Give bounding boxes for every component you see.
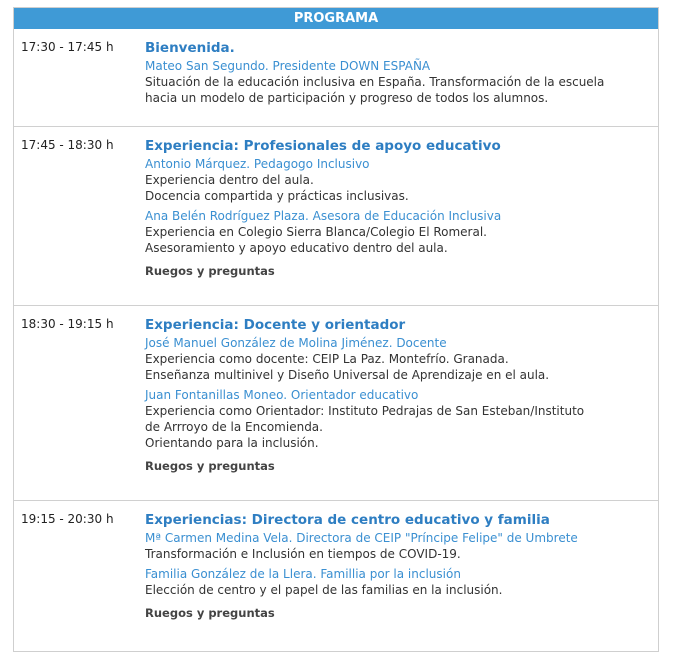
session-row bbox=[14, 500, 658, 652]
description-line: Orientando para la inclusión. bbox=[145, 436, 319, 450]
questions-label: Ruegos y preguntas bbox=[145, 606, 275, 620]
questions-label: Ruegos y preguntas bbox=[145, 264, 275, 278]
description-line: hacia un modelo de participación y progreso de todos los alumnos. bbox=[145, 91, 549, 105]
description-line: Experiencia como Orientador: Instituto Pedrajas de San Esteban/Instituto bbox=[145, 404, 585, 418]
description-line: Experiencia dentro del aula. bbox=[145, 173, 314, 187]
speaker-name: Juan Fontanillas Moneo. Orientador educativo bbox=[145, 388, 419, 402]
session-time: 17:30 - 17:45 h bbox=[21, 40, 114, 54]
description-line: Transformación e Inclusión en tiempos de COVID-19. bbox=[145, 547, 461, 561]
session-content bbox=[145, 512, 648, 621]
speaker-name: Mª Carmen Medina Vela. Directora de CEIP "Príncipe Felipe" de Umbrete bbox=[145, 531, 578, 545]
session-time: 18:30 - 19:15 h bbox=[21, 317, 114, 331]
session-title: Experiencia: Profesionales de apoyo educativo bbox=[145, 138, 501, 154]
session-row bbox=[14, 29, 658, 126]
session-title: Experiencia: Docente y orientador bbox=[145, 317, 406, 333]
description-line: Situación de la educación inclusiva en España. Transformación de la escuela bbox=[145, 75, 605, 89]
speaker-name: Antonio Márquez. Pedagogo Inclusivo bbox=[145, 157, 370, 171]
program-header: PROGRAMA bbox=[14, 8, 658, 29]
speaker-name: José Manuel González de Molina Jiménez. Docente bbox=[145, 336, 447, 350]
speaker-name: Ana Belén Rodríguez Plaza. Asesora de Educación Inclusiva bbox=[145, 209, 502, 223]
session-title: Bienvenida. bbox=[145, 40, 235, 56]
speaker-name: Familia González de la Llera. Famillia por la inclusión bbox=[145, 567, 461, 581]
description-line: Experiencia en Colegio Sierra Blanca/Colegio El Romeral. bbox=[145, 225, 487, 239]
questions-label: Ruegos y preguntas bbox=[145, 459, 275, 473]
description-line: Asesoramiento y apoyo educativo dentro del aula. bbox=[145, 241, 448, 255]
session-content bbox=[145, 138, 648, 279]
speaker-name: Mateo San Segundo. Presidente DOWN ESPAÑA bbox=[145, 59, 431, 73]
description-line: Docencia compartida y prácticas inclusivas. bbox=[145, 189, 409, 203]
session-row bbox=[14, 305, 658, 501]
session-time: 19:15 - 20:30 h bbox=[21, 512, 114, 526]
session-content bbox=[145, 317, 648, 474]
session-row bbox=[14, 126, 658, 306]
description-line: Experiencia como docente: CEIP La Paz. Montefrío. Granada. bbox=[145, 352, 509, 366]
session-title: Experiencias: Directora de centro educativo y familia bbox=[145, 512, 550, 528]
program-table bbox=[13, 7, 659, 652]
session-time: 17:45 - 18:30 h bbox=[21, 138, 114, 152]
description-line: Elección de centro y el papel de las familias en la inclusión. bbox=[145, 583, 503, 597]
description-line: de Arrroyo de la Encomienda. bbox=[145, 420, 323, 434]
description-line: Enseñanza multinivel y Diseño Universal de Aprendizaje en el aula. bbox=[145, 368, 550, 382]
session-content bbox=[145, 40, 648, 106]
